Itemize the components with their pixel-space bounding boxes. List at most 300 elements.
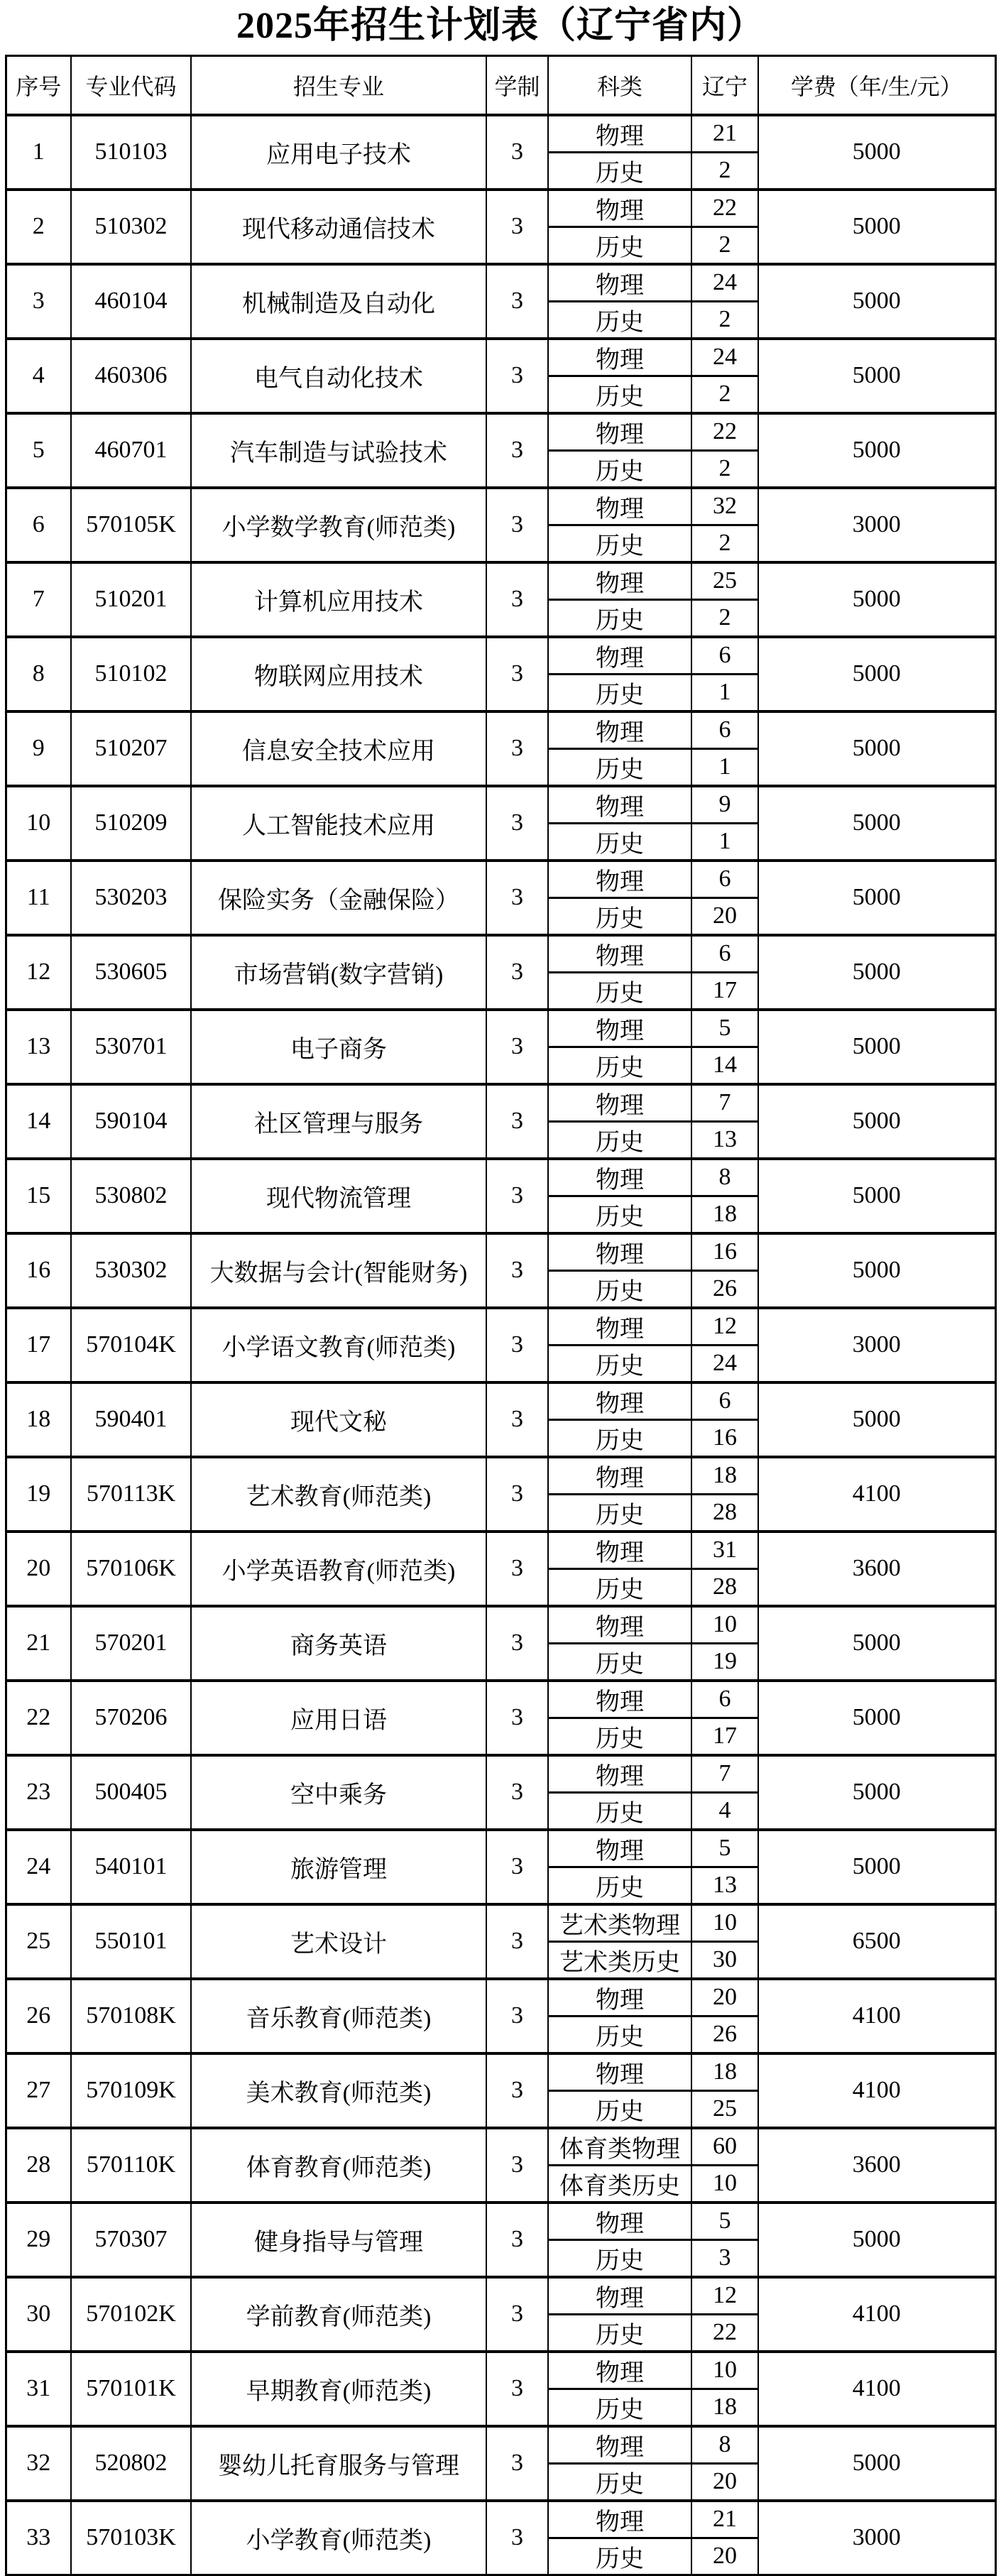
study-years-cell: 3 bbox=[486, 786, 548, 861]
quota-cell: 16 bbox=[691, 1233, 758, 1271]
quota-cell: 2 bbox=[691, 599, 758, 637]
subject-category-cell: 历史 bbox=[548, 1792, 691, 1830]
subject-category-cell: 历史 bbox=[548, 2239, 691, 2277]
table-row bbox=[6, 786, 995, 824]
study-years-cell: 3 bbox=[486, 861, 548, 935]
quota-cell: 5 bbox=[691, 2203, 758, 2240]
quota-cell: 32 bbox=[691, 488, 758, 525]
subject-category-cell: 物理 bbox=[548, 935, 691, 973]
tuition-cell: 5000 bbox=[758, 1606, 995, 1681]
quota-cell: 17 bbox=[691, 1718, 758, 1755]
major-name-cell: 学前教育(师范类) bbox=[191, 2277, 486, 2352]
quota-cell: 9 bbox=[691, 786, 758, 824]
table-row bbox=[6, 1755, 995, 1793]
serial-cell: 9 bbox=[6, 711, 71, 786]
study-years-cell: 3 bbox=[486, 1830, 548, 1904]
table-row bbox=[6, 264, 995, 302]
tuition-cell: 5000 bbox=[758, 786, 995, 861]
major-name-cell: 现代物流管理 bbox=[191, 1159, 486, 1233]
serial-cell: 31 bbox=[6, 2352, 71, 2426]
serial-cell: 16 bbox=[6, 1233, 71, 1308]
subject-category-cell: 历史 bbox=[548, 972, 691, 1010]
major-code-cell: 460104 bbox=[71, 264, 191, 339]
table-row bbox=[6, 1979, 995, 2016]
study-years-cell: 3 bbox=[486, 711, 548, 786]
major-code-cell: 520802 bbox=[71, 2426, 191, 2501]
subject-category-cell: 物理 bbox=[548, 2053, 691, 2091]
col-header-tuition: 学费（年/生/元） bbox=[758, 55, 995, 115]
major-name-cell: 应用电子技术 bbox=[191, 115, 486, 190]
quota-cell: 20 bbox=[691, 2538, 758, 2575]
quota-cell: 6 bbox=[691, 861, 758, 898]
major-code-cell: 530302 bbox=[71, 1233, 191, 1308]
subject-category-cell: 历史 bbox=[548, 599, 691, 637]
study-years-cell: 3 bbox=[486, 2128, 548, 2203]
serial-cell: 23 bbox=[6, 1755, 71, 1830]
study-years-cell: 3 bbox=[486, 190, 548, 264]
tuition-cell: 5000 bbox=[758, 1830, 995, 1904]
quota-cell: 10 bbox=[691, 2352, 758, 2389]
major-code-cell: 570103K bbox=[71, 2501, 191, 2575]
quota-cell: 6 bbox=[691, 637, 758, 675]
tuition-cell: 5000 bbox=[758, 190, 995, 264]
serial-cell: 18 bbox=[6, 1382, 71, 1457]
col-header-serial: 序号 bbox=[6, 55, 71, 115]
subject-category-cell: 历史 bbox=[548, 1196, 691, 1233]
serial-cell: 21 bbox=[6, 1606, 71, 1681]
serial-cell: 30 bbox=[6, 2277, 71, 2352]
table-header-row bbox=[6, 55, 995, 115]
study-years-cell: 3 bbox=[486, 2277, 548, 2352]
serial-cell: 12 bbox=[6, 935, 71, 1010]
serial-cell: 14 bbox=[6, 1084, 71, 1159]
quota-cell: 20 bbox=[691, 2463, 758, 2501]
subject-category-cell: 物理 bbox=[548, 2277, 691, 2315]
quota-cell: 8 bbox=[691, 1159, 758, 1196]
quota-cell: 20 bbox=[691, 1979, 758, 2016]
major-name-cell: 应用日语 bbox=[191, 1681, 486, 1755]
subject-category-cell: 物理 bbox=[548, 2501, 691, 2538]
subject-category-cell: 物理 bbox=[548, 115, 691, 153]
tuition-cell: 5000 bbox=[758, 413, 995, 488]
major-code-cell: 530605 bbox=[71, 935, 191, 1010]
quota-cell: 1 bbox=[691, 748, 758, 786]
subject-category-cell: 历史 bbox=[548, 1568, 691, 1606]
table-row bbox=[6, 115, 995, 153]
quota-cell: 2 bbox=[691, 376, 758, 413]
study-years-cell: 3 bbox=[486, 1979, 548, 2053]
major-code-cell: 570102K bbox=[71, 2277, 191, 2352]
study-years-cell: 3 bbox=[486, 1084, 548, 1159]
subject-category-cell: 历史 bbox=[548, 227, 691, 264]
major-code-cell: 570104K bbox=[71, 1308, 191, 1382]
subject-category-cell: 物理 bbox=[548, 1830, 691, 1867]
major-name-cell: 艺术设计 bbox=[191, 1904, 486, 1979]
major-name-cell: 旅游管理 bbox=[191, 1830, 486, 1904]
major-name-cell: 小学教育(师范类) bbox=[191, 2501, 486, 2575]
table-row bbox=[6, 1830, 995, 1867]
table-row bbox=[6, 2426, 995, 2464]
col-header-major-name: 招生专业 bbox=[191, 55, 486, 115]
study-years-cell: 3 bbox=[486, 488, 548, 562]
col-header-liaoning-quota: 辽宁 bbox=[691, 55, 758, 115]
serial-cell: 1 bbox=[6, 115, 71, 190]
serial-cell: 8 bbox=[6, 637, 71, 711]
tuition-cell: 5000 bbox=[758, 1681, 995, 1755]
subject-category-cell: 物理 bbox=[548, 1457, 691, 1495]
subject-category-cell: 历史 bbox=[548, 674, 691, 711]
quota-cell: 17 bbox=[691, 972, 758, 1010]
subject-category-cell: 历史 bbox=[548, 2314, 691, 2352]
tuition-cell: 5000 bbox=[758, 1159, 995, 1233]
subject-category-cell: 物理 bbox=[548, 1979, 691, 2016]
quota-cell: 5 bbox=[691, 1010, 758, 1047]
tuition-cell: 5000 bbox=[758, 1084, 995, 1159]
quota-cell: 25 bbox=[691, 562, 758, 600]
major-code-cell: 460701 bbox=[71, 413, 191, 488]
major-code-cell: 510209 bbox=[71, 786, 191, 861]
quota-cell: 22 bbox=[691, 413, 758, 451]
quota-cell: 6 bbox=[691, 1681, 758, 1718]
quota-cell: 19 bbox=[691, 1643, 758, 1681]
quota-cell: 28 bbox=[691, 1568, 758, 1606]
study-years-cell: 3 bbox=[486, 115, 548, 190]
subject-category-cell: 物理 bbox=[548, 637, 691, 675]
quota-cell: 10 bbox=[691, 1606, 758, 1644]
study-years-cell: 3 bbox=[486, 2203, 548, 2277]
subject-category-cell: 历史 bbox=[548, 1867, 691, 1904]
quota-cell: 2 bbox=[691, 152, 758, 190]
tuition-cell: 3000 bbox=[758, 2501, 995, 2575]
serial-cell: 10 bbox=[6, 786, 71, 861]
quota-cell: 18 bbox=[691, 2053, 758, 2091]
subject-category-cell: 历史 bbox=[548, 301, 691, 339]
table-row bbox=[6, 711, 995, 749]
tuition-cell: 5000 bbox=[758, 2203, 995, 2277]
subject-category-cell: 历史 bbox=[548, 152, 691, 190]
table-row bbox=[6, 1233, 995, 1271]
col-header-study-years: 学制 bbox=[486, 55, 548, 115]
quota-cell: 1 bbox=[691, 674, 758, 711]
serial-cell: 26 bbox=[6, 1979, 71, 2053]
quota-cell: 10 bbox=[691, 2165, 758, 2203]
subject-category-cell: 物理 bbox=[548, 1308, 691, 1346]
study-years-cell: 3 bbox=[486, 1904, 548, 1979]
study-years-cell: 3 bbox=[486, 2352, 548, 2426]
major-name-cell: 婴幼儿托育服务与管理 bbox=[191, 2426, 486, 2501]
quota-cell: 2 bbox=[691, 525, 758, 562]
tuition-cell: 6500 bbox=[758, 1904, 995, 1979]
quota-cell: 12 bbox=[691, 2277, 758, 2315]
tuition-cell: 4100 bbox=[758, 1979, 995, 2053]
tuition-cell: 5000 bbox=[758, 115, 995, 190]
quota-cell: 2 bbox=[691, 450, 758, 488]
tuition-cell: 3600 bbox=[758, 1532, 995, 1606]
major-name-cell: 电气自动化技术 bbox=[191, 339, 486, 413]
study-years-cell: 3 bbox=[486, 1233, 548, 1308]
serial-cell: 2 bbox=[6, 190, 71, 264]
subject-category-cell: 历史 bbox=[548, 1047, 691, 1084]
quota-cell: 31 bbox=[691, 1532, 758, 1569]
major-code-cell: 570206 bbox=[71, 1681, 191, 1755]
major-name-cell: 保险实务（金融保险） bbox=[191, 861, 486, 935]
quota-cell: 20 bbox=[691, 897, 758, 935]
serial-cell: 25 bbox=[6, 1904, 71, 1979]
major-code-cell: 570106K bbox=[71, 1532, 191, 1606]
quota-cell: 22 bbox=[691, 2314, 758, 2352]
serial-cell: 19 bbox=[6, 1457, 71, 1532]
subject-category-cell: 历史 bbox=[548, 748, 691, 786]
subject-category-cell: 历史 bbox=[548, 1419, 691, 1457]
major-name-cell: 电子商务 bbox=[191, 1010, 486, 1084]
document-page bbox=[0, 6, 1001, 2572]
table-row bbox=[6, 2128, 995, 2166]
major-code-cell: 530701 bbox=[71, 1010, 191, 1084]
serial-cell: 24 bbox=[6, 1830, 71, 1904]
study-years-cell: 3 bbox=[486, 1755, 548, 1830]
major-name-cell: 美术教育(师范类) bbox=[191, 2053, 486, 2128]
tuition-cell: 5000 bbox=[758, 1755, 995, 1830]
subject-category-cell: 物理 bbox=[548, 1606, 691, 1644]
table-row bbox=[6, 562, 995, 600]
table-row bbox=[6, 1010, 995, 1047]
subject-category-cell: 历史 bbox=[548, 1718, 691, 1755]
subject-category-cell: 历史 bbox=[548, 376, 691, 413]
quota-cell: 18 bbox=[691, 1457, 758, 1495]
major-name-cell: 社区管理与服务 bbox=[191, 1084, 486, 1159]
tuition-cell: 5000 bbox=[758, 861, 995, 935]
serial-cell: 7 bbox=[6, 562, 71, 637]
study-years-cell: 3 bbox=[486, 1010, 548, 1084]
subject-category-cell: 物理 bbox=[548, 2352, 691, 2389]
quota-cell: 13 bbox=[691, 1867, 758, 1904]
quota-cell: 25 bbox=[691, 2090, 758, 2128]
serial-cell: 4 bbox=[6, 339, 71, 413]
quota-cell: 7 bbox=[691, 1755, 758, 1793]
serial-cell: 15 bbox=[6, 1159, 71, 1233]
table-row bbox=[6, 339, 995, 376]
major-code-cell: 510207 bbox=[71, 711, 191, 786]
tuition-cell: 5000 bbox=[758, 264, 995, 339]
subject-category-cell: 历史 bbox=[548, 2538, 691, 2575]
col-header-subject-category: 科类 bbox=[548, 55, 691, 115]
table-row bbox=[6, 1681, 995, 1718]
study-years-cell: 3 bbox=[486, 1308, 548, 1382]
table-row bbox=[6, 488, 995, 525]
page-title: 2025年招生计划表（辽宁省内） bbox=[236, 6, 765, 46]
major-code-cell: 570105K bbox=[71, 488, 191, 562]
major-code-cell: 510302 bbox=[71, 190, 191, 264]
quota-cell: 21 bbox=[691, 2501, 758, 2538]
col-header-major-code: 专业代码 bbox=[71, 55, 191, 115]
table-row bbox=[6, 190, 995, 227]
table-row bbox=[6, 2277, 995, 2315]
serial-cell: 28 bbox=[6, 2128, 71, 2203]
subject-category-cell: 历史 bbox=[548, 1494, 691, 1532]
tuition-cell: 4100 bbox=[758, 2352, 995, 2426]
subject-category-cell: 历史 bbox=[548, 1121, 691, 1159]
major-code-cell: 570109K bbox=[71, 2053, 191, 2128]
table-row bbox=[6, 1904, 995, 1942]
subject-category-cell: 物理 bbox=[548, 339, 691, 376]
study-years-cell: 3 bbox=[486, 1606, 548, 1681]
quota-cell: 22 bbox=[691, 190, 758, 227]
quota-cell: 6 bbox=[691, 1382, 758, 1420]
quota-cell: 28 bbox=[691, 1494, 758, 1532]
serial-cell: 6 bbox=[6, 488, 71, 562]
major-code-cell: 570113K bbox=[71, 1457, 191, 1532]
subject-category-cell: 体育类历史 bbox=[548, 2165, 691, 2203]
major-name-cell: 市场营销(数字营销) bbox=[191, 935, 486, 1010]
subject-category-cell: 历史 bbox=[548, 525, 691, 562]
table-row bbox=[6, 1606, 995, 1644]
table-row bbox=[6, 2053, 995, 2091]
serial-cell: 27 bbox=[6, 2053, 71, 2128]
table-row bbox=[6, 1159, 995, 1196]
tuition-cell: 5000 bbox=[758, 1010, 995, 1084]
study-years-cell: 3 bbox=[486, 1681, 548, 1755]
table-row bbox=[6, 2501, 995, 2538]
quota-cell: 14 bbox=[691, 1047, 758, 1084]
subject-category-cell: 物理 bbox=[548, 861, 691, 898]
major-code-cell: 570201 bbox=[71, 1606, 191, 1681]
quota-cell: 26 bbox=[691, 2016, 758, 2053]
major-name-cell: 现代移动通信技术 bbox=[191, 190, 486, 264]
subject-category-cell: 历史 bbox=[548, 450, 691, 488]
quota-cell: 6 bbox=[691, 711, 758, 749]
quota-cell: 3 bbox=[691, 2239, 758, 2277]
subject-category-cell: 历史 bbox=[548, 1345, 691, 1382]
quota-cell: 2 bbox=[691, 227, 758, 264]
serial-cell: 29 bbox=[6, 2203, 71, 2277]
subject-category-cell: 艺术类物理 bbox=[548, 1904, 691, 1942]
study-years-cell: 3 bbox=[486, 413, 548, 488]
serial-cell: 20 bbox=[6, 1532, 71, 1606]
serial-cell: 11 bbox=[6, 861, 71, 935]
major-name-cell: 早期教育(师范类) bbox=[191, 2352, 486, 2426]
major-code-cell: 570108K bbox=[71, 1979, 191, 2053]
major-name-cell: 空中乘务 bbox=[191, 1755, 486, 1830]
serial-cell: 17 bbox=[6, 1308, 71, 1382]
major-name-cell: 信息安全技术应用 bbox=[191, 711, 486, 786]
major-name-cell: 机械制造及自动化 bbox=[191, 264, 486, 339]
major-name-cell: 汽车制造与试验技术 bbox=[191, 413, 486, 488]
tuition-cell: 3600 bbox=[758, 2128, 995, 2203]
quota-cell: 60 bbox=[691, 2128, 758, 2166]
table-row bbox=[6, 1308, 995, 1346]
major-name-cell: 体育教育(师范类) bbox=[191, 2128, 486, 2203]
major-name-cell: 小学语文教育(师范类) bbox=[191, 1308, 486, 1382]
tuition-cell: 4100 bbox=[758, 2277, 995, 2352]
quota-cell: 2 bbox=[691, 301, 758, 339]
subject-category-cell: 物理 bbox=[548, 1010, 691, 1047]
table-row bbox=[6, 1532, 995, 1569]
enrollment-plan-table bbox=[5, 55, 997, 2576]
tuition-cell: 4100 bbox=[758, 1457, 995, 1532]
quota-cell: 18 bbox=[691, 1196, 758, 1233]
tuition-cell: 5000 bbox=[758, 339, 995, 413]
subject-category-cell: 艺术类历史 bbox=[548, 1941, 691, 1979]
tuition-cell: 5000 bbox=[758, 2426, 995, 2501]
major-name-cell: 健身指导与管理 bbox=[191, 2203, 486, 2277]
subject-category-cell: 物理 bbox=[548, 1233, 691, 1271]
major-code-cell: 510201 bbox=[71, 562, 191, 637]
study-years-cell: 3 bbox=[486, 2501, 548, 2575]
subject-category-cell: 物理 bbox=[548, 1084, 691, 1122]
major-name-cell: 计算机应用技术 bbox=[191, 562, 486, 637]
subject-category-cell: 物理 bbox=[548, 264, 691, 302]
table-row bbox=[6, 2352, 995, 2389]
subject-category-cell: 历史 bbox=[548, 2016, 691, 2053]
table-row bbox=[6, 1382, 995, 1420]
study-years-cell: 3 bbox=[486, 1532, 548, 1606]
major-name-cell: 小学英语教育(师范类) bbox=[191, 1532, 486, 1606]
major-name-cell: 大数据与会计(智能财务) bbox=[191, 1233, 486, 1308]
tuition-cell: 5000 bbox=[758, 637, 995, 711]
major-code-cell: 540101 bbox=[71, 1830, 191, 1904]
serial-cell: 13 bbox=[6, 1010, 71, 1084]
subject-category-cell: 物理 bbox=[548, 2203, 691, 2240]
major-code-cell: 460306 bbox=[71, 339, 191, 413]
table-row bbox=[6, 2203, 995, 2240]
tuition-cell: 5000 bbox=[758, 1233, 995, 1308]
subject-category-cell: 物理 bbox=[548, 1681, 691, 1718]
tuition-cell: 4100 bbox=[758, 2053, 995, 2128]
subject-category-cell: 物理 bbox=[548, 2426, 691, 2464]
table-row bbox=[6, 935, 995, 973]
serial-cell: 3 bbox=[6, 264, 71, 339]
study-years-cell: 3 bbox=[486, 1382, 548, 1457]
tuition-cell: 5000 bbox=[758, 935, 995, 1010]
quota-cell: 26 bbox=[691, 1270, 758, 1308]
subject-category-cell: 历史 bbox=[548, 823, 691, 861]
quota-cell: 21 bbox=[691, 115, 758, 153]
study-years-cell: 3 bbox=[486, 637, 548, 711]
subject-category-cell: 物理 bbox=[548, 488, 691, 525]
major-name-cell: 小学数学教育(师范类) bbox=[191, 488, 486, 562]
subject-category-cell: 历史 bbox=[548, 1270, 691, 1308]
study-years-cell: 3 bbox=[486, 562, 548, 637]
major-name-cell: 人工智能技术应用 bbox=[191, 786, 486, 861]
quota-cell: 24 bbox=[691, 339, 758, 376]
table-row bbox=[6, 1457, 995, 1495]
study-years-cell: 3 bbox=[486, 264, 548, 339]
study-years-cell: 3 bbox=[486, 935, 548, 1010]
serial-cell: 32 bbox=[6, 2426, 71, 2501]
major-code-cell: 530802 bbox=[71, 1159, 191, 1233]
subject-category-cell: 物理 bbox=[548, 190, 691, 227]
subject-category-cell: 物理 bbox=[548, 562, 691, 600]
quota-cell: 16 bbox=[691, 1419, 758, 1457]
study-years-cell: 3 bbox=[486, 1457, 548, 1532]
major-code-cell: 590401 bbox=[71, 1382, 191, 1457]
tuition-cell: 5000 bbox=[758, 1382, 995, 1457]
quota-cell: 4 bbox=[691, 1792, 758, 1830]
subject-category-cell: 物理 bbox=[548, 413, 691, 451]
subject-category-cell: 历史 bbox=[548, 2389, 691, 2426]
quota-cell: 18 bbox=[691, 2389, 758, 2426]
subject-category-cell: 物理 bbox=[548, 1755, 691, 1793]
quota-cell: 7 bbox=[691, 1084, 758, 1122]
subject-category-cell: 物理 bbox=[548, 711, 691, 749]
quota-cell: 5 bbox=[691, 1830, 758, 1867]
study-years-cell: 3 bbox=[486, 339, 548, 413]
subject-category-cell: 物理 bbox=[548, 786, 691, 824]
serial-cell: 5 bbox=[6, 413, 71, 488]
major-code-cell: 530203 bbox=[71, 861, 191, 935]
major-code-cell: 590104 bbox=[71, 1084, 191, 1159]
major-name-cell: 商务英语 bbox=[191, 1606, 486, 1681]
